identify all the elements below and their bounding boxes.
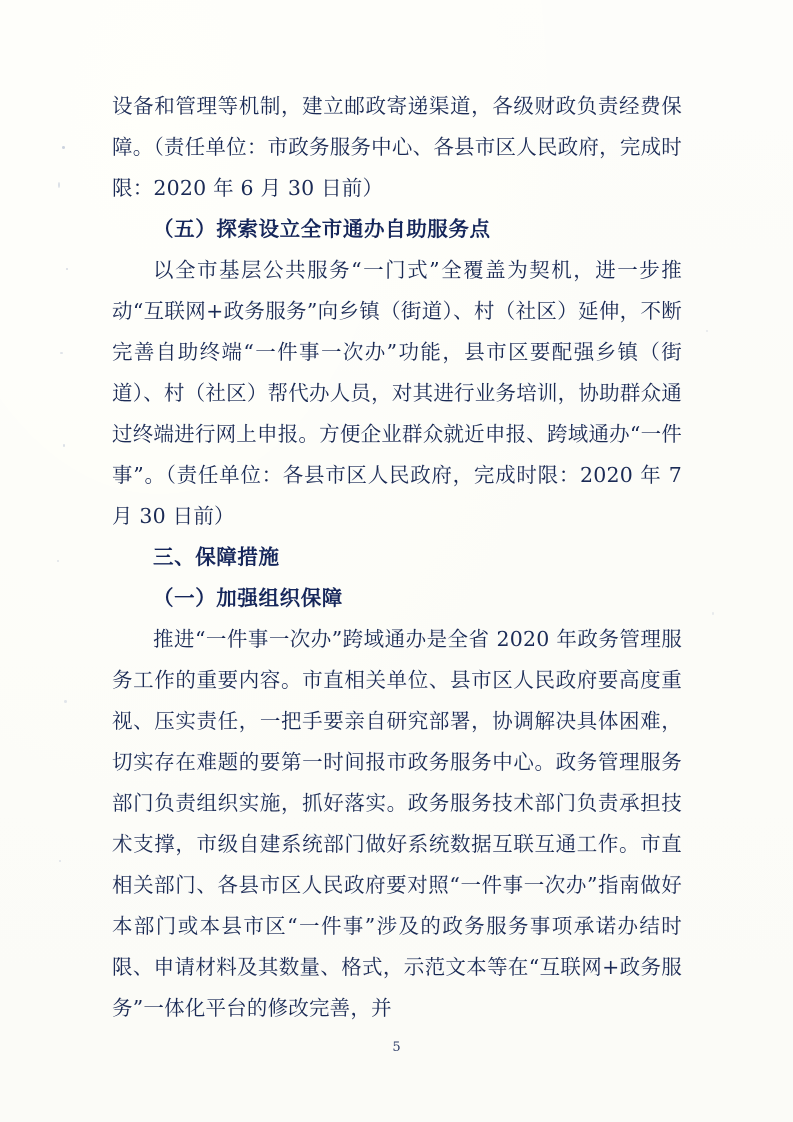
paragraph-organizational-guarantee: 推进“一件事一次办”跨域通办是全省 2020 年政务管理服务工作的重要内容。市直相关单位、县市区人民政府要高度重视、压实责任，一把手要亲自研究部署，协调解决具体困难，切实存在难题的要第一时间报市政务服务中心。政务管理服务部门负责组织实施，抓好落实。政务服务技术部门负责承担技术支撑，市级自建系统部门做好系统数据互联互通工作。市直相关部门、各县市区人民政府要对照“一件事一次办”指南做好本部门或本县市区“一件事”涉及的政务服务事项承诺办结时限、申请材料及其数量、格式，示范文本等在“互联网+政务服务”一体化平台的修改完善，并 bbox=[112, 627, 682, 1020]
document-body bbox=[112, 86, 682, 1029]
scan-speck bbox=[64, 700, 67, 703]
scan-speck bbox=[58, 182, 60, 188]
scan-speck bbox=[66, 268, 68, 270]
page-number: 5 bbox=[392, 1040, 401, 1055]
scan-speck bbox=[59, 860, 61, 862]
scan-speck bbox=[63, 444, 65, 447]
scan-speck bbox=[706, 330, 708, 332]
paragraph-self-service-points: 以全市基层公共服务“一门式”全覆盖为契机，进一步推动“互联网+政务服务”向乡镇（街道）、村（社区）延伸，不断完善自助终端“一件事一次办”功能，县市区要配强乡镇（街道）、村（社区）帮代办人员，对其进行业务培训，协助群众通过终端进行网上申报。方便企业群众就近申报、跨域通办“一件事”。（责任单位：各县市区人民政府，完成时限：2020 年 7 月 30 日前） bbox=[112, 258, 682, 528]
scan-speck bbox=[60, 352, 63, 354]
scan-speck bbox=[62, 146, 65, 149]
scan-speck bbox=[57, 560, 59, 562]
section-heading-one: （一）加强组织保障 bbox=[153, 586, 343, 610]
section-heading-three: 三、保障措施 bbox=[153, 545, 280, 569]
paragraph-continuation: 设备和管理等机制，建立邮政寄递渠道，各级财政负责经费保障。（责任单位：市政务服务中心、各县市区人民政府，完成时限：2020 年 6 月 30 日前） bbox=[112, 94, 682, 200]
section-heading-five: （五）探索设立全市通办自助服务点 bbox=[153, 217, 491, 241]
scan-speck bbox=[712, 612, 714, 615]
